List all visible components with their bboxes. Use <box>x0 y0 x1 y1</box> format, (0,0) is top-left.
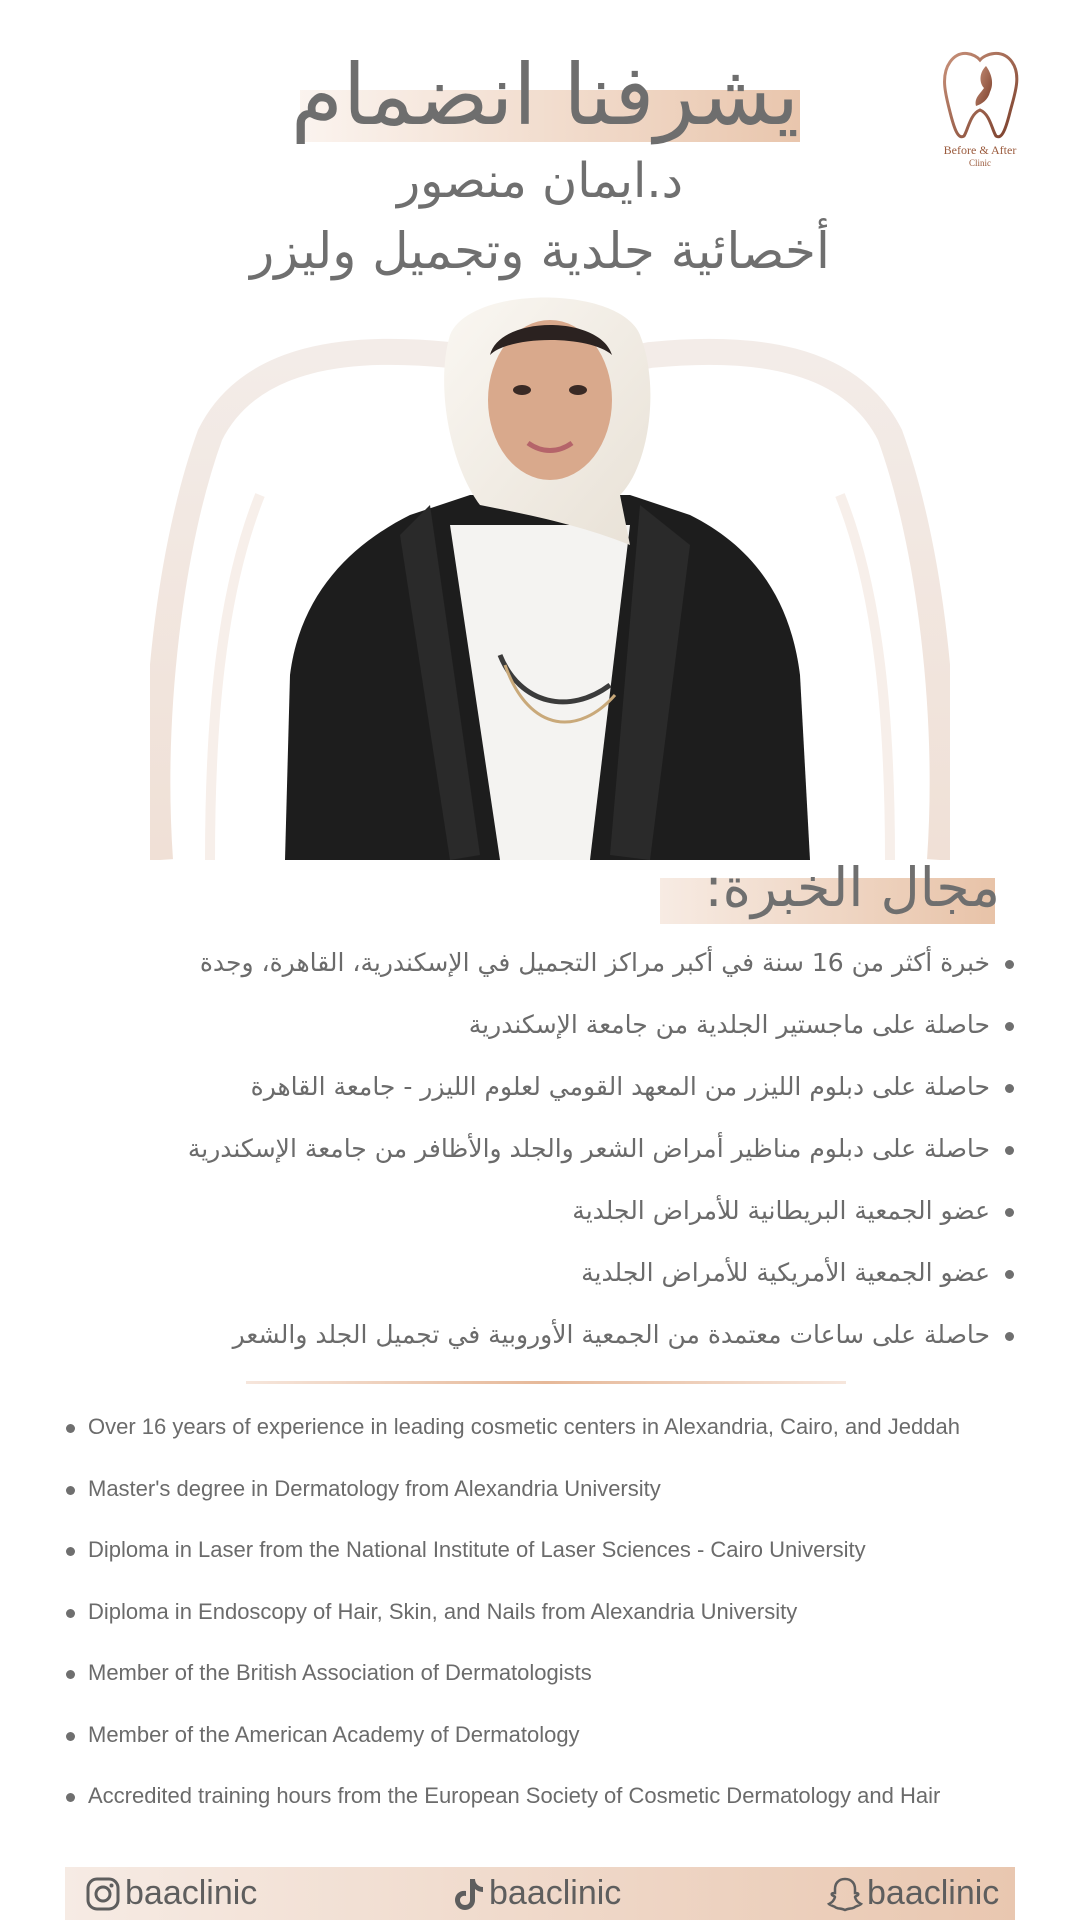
section-divider <box>246 1381 846 1384</box>
list-item-text: حاصلة على دبلوم الليزر من المعهد القومي لعلوم الليزر - جامعة القاهرة <box>250 1072 990 1101</box>
list-item <box>60 1767 1050 1829</box>
list-item <box>60 1398 1050 1460</box>
list-item <box>120 1121 1020 1183</box>
list-item <box>60 1460 1050 1522</box>
list-item-text: Over 16 years of experience in leading cosmetic centers in Alexandria, Cairo, and Jeddah <box>88 1414 960 1439</box>
bullet <box>66 1793 75 1802</box>
page-title: يشرفنا انضمام <box>290 46 800 144</box>
list-item <box>120 1059 1020 1121</box>
list-item-text: حاصلة على دبلوم مناظير أمراض الشعر والجلد والأظافر من جامعة الإسكندرية <box>187 1134 990 1163</box>
tiktok-handle: baaclinic <box>489 1874 622 1912</box>
list-item-text: Master's degree in Dermatology from Alexandria University <box>88 1475 661 1501</box>
bullet <box>66 1547 75 1556</box>
doctor-name: د.ايمان منصور <box>396 153 683 209</box>
tiktok-icon <box>453 1876 485 1912</box>
bullet <box>1005 1270 1014 1279</box>
list-item-text: Member of the American Academy of Dermatology <box>88 1721 580 1747</box>
social-footer <box>65 1867 1015 1920</box>
tiktok-link[interactable] <box>453 1867 621 1920</box>
logo-subtitle: Clinic <box>969 158 991 168</box>
list-item <box>60 1706 1050 1768</box>
arabic-expertise-list <box>120 935 1020 1369</box>
doctor-photo <box>150 295 950 860</box>
list-item-text: حاصلة على ماجستير الجلدية من جامعة الإسكندرية <box>468 1010 990 1039</box>
list-item-text: خبرة أكثر من 16 سنة في أكبر مراكز التجميل في الإسكندرية، القاهرة، وجدة <box>199 948 990 977</box>
instagram-handle: baaclinic <box>125 1874 258 1912</box>
snapchat-link[interactable] <box>827 1867 999 1920</box>
bullet <box>1005 1084 1014 1093</box>
clinic-logo <box>930 44 1030 174</box>
bullet <box>66 1424 75 1433</box>
bullet <box>1005 1022 1014 1031</box>
list-item-text: Member of the British Association of Dermatologists <box>88 1660 592 1685</box>
list-item-text: عضو الجمعية البريطانية للأمراض الجلدية <box>572 1196 990 1225</box>
list-item <box>60 1644 1050 1706</box>
bullet <box>66 1732 75 1741</box>
list-item <box>120 1183 1020 1245</box>
bullet <box>66 1670 75 1679</box>
bullet <box>1005 1146 1014 1155</box>
list-item-text: Diploma in Laser from the National Institute of Laser Sciences - Cairo University <box>88 1537 866 1562</box>
list-item-text: عضو الجمعية الأمريكية للأمراض الجلدية <box>581 1258 990 1287</box>
list-item <box>120 1245 1020 1307</box>
bullet <box>66 1609 75 1618</box>
doctor-portrait-image <box>150 295 950 860</box>
english-expertise-list <box>60 1398 1050 1829</box>
list-item <box>120 997 1020 1059</box>
list-item-text: Diploma in Endoscopy of Hair, Skin, and Nails from Alexandria University <box>88 1598 798 1624</box>
header-title-block <box>280 40 810 150</box>
list-item <box>60 1521 1050 1583</box>
expertise-title: مجال الخبرة: <box>704 856 1000 919</box>
bullet <box>66 1486 75 1495</box>
logo-name: Before & After <box>943 143 1017 157</box>
snapchat-icon <box>827 1876 863 1912</box>
doctor-role: أخصائية جلدية وتجميل وليزر <box>250 222 830 280</box>
list-item <box>120 1307 1020 1369</box>
bullet <box>1005 1208 1014 1217</box>
bullet <box>1005 1332 1014 1341</box>
instagram-link[interactable] <box>85 1867 257 1920</box>
instagram-icon <box>85 1876 121 1912</box>
list-item <box>60 1583 1050 1645</box>
list-item-text: Accredited training hours from the European Society of Cosmetic Dermatology and Hair <box>88 1783 941 1808</box>
tooth-logo-icon <box>930 44 1030 144</box>
bullet <box>1005 960 1014 969</box>
list-item-text: حاصلة على ساعات معتمدة من الجمعية الأوروبية في تجميل الجلد والشعر <box>232 1320 990 1349</box>
list-item <box>120 935 1020 997</box>
snapchat-handle: baaclinic <box>867 1874 1000 1912</box>
